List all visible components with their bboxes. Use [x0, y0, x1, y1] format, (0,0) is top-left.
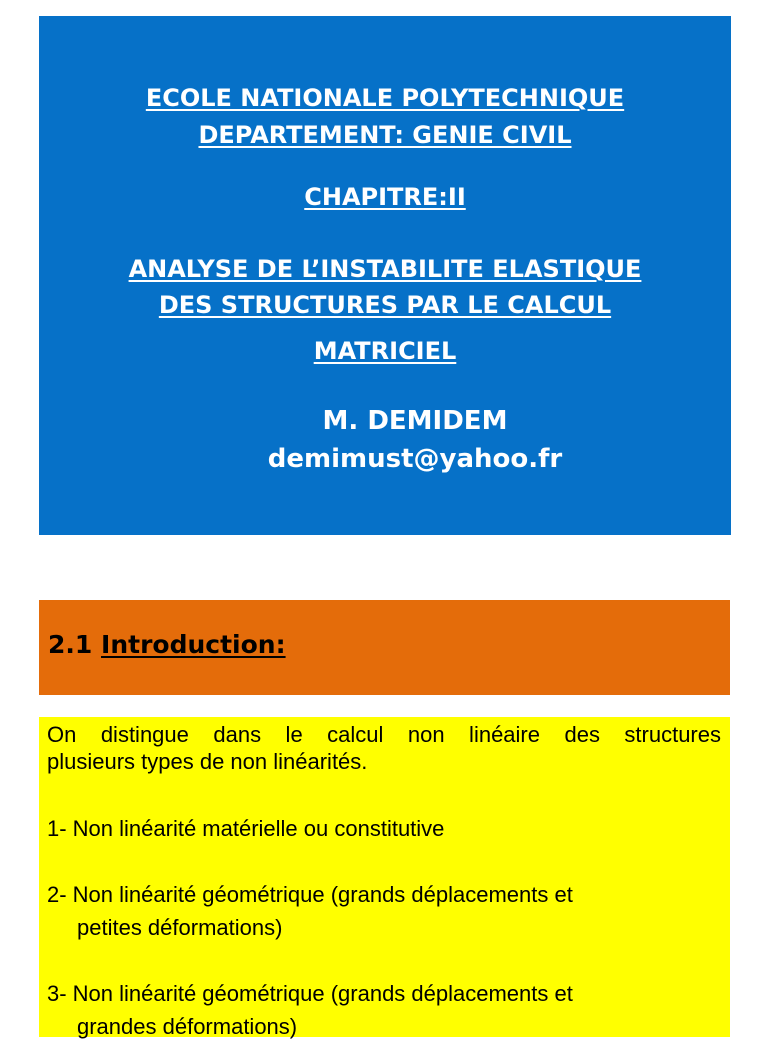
- list-item-2-line-1: 2- Non linéarité géométrique (grands déplacements et: [47, 882, 573, 907]
- chapter-label: CHAPITRE:II: [304, 183, 466, 211]
- section-heading: [48, 630, 286, 659]
- section-number: 2.1: [48, 630, 93, 659]
- list-item-2-line-2: petites déformations): [77, 915, 283, 940]
- author-name: M. DEMIDEM: [322, 406, 508, 436]
- list-item-1: 1- Non linéarité matérielle ou constitutive: [47, 816, 445, 841]
- author-email: demimust@yahoo.fr: [267, 444, 563, 474]
- section-header: [39, 600, 730, 695]
- school-name: ECOLE NATIONALE POLYTECHNIQUE: [145, 84, 625, 112]
- section-title: Introduction:: [101, 630, 286, 659]
- list-item-3-line-2: grandes déformations): [77, 1014, 298, 1039]
- list-item-3: [47, 980, 721, 1040]
- intro-line-1: On distingue dans le calcul non linéaire des structures: [47, 722, 721, 747]
- list-item-2: [47, 881, 721, 941]
- department-name: DEPARTEMENT: GENIE CIVIL: [198, 121, 572, 149]
- chapter-title-line-2: DES STRUCTURES PAR LE CALCUL: [158, 291, 612, 319]
- title-slide: [39, 16, 731, 535]
- intro-line-2: plusieurs types de non linéarités.: [47, 749, 368, 774]
- list-item-3-line-1: 3- Non linéarité géométrique (grands déplacements et: [47, 981, 573, 1006]
- chapter-title-line-1: ANALYSE DE L’INSTABILITE ELASTIQUE: [128, 255, 642, 283]
- chapter-title-line-3: MATRICIEL: [313, 337, 457, 365]
- content-box: [39, 717, 730, 1037]
- intro-paragraph: [47, 721, 721, 775]
